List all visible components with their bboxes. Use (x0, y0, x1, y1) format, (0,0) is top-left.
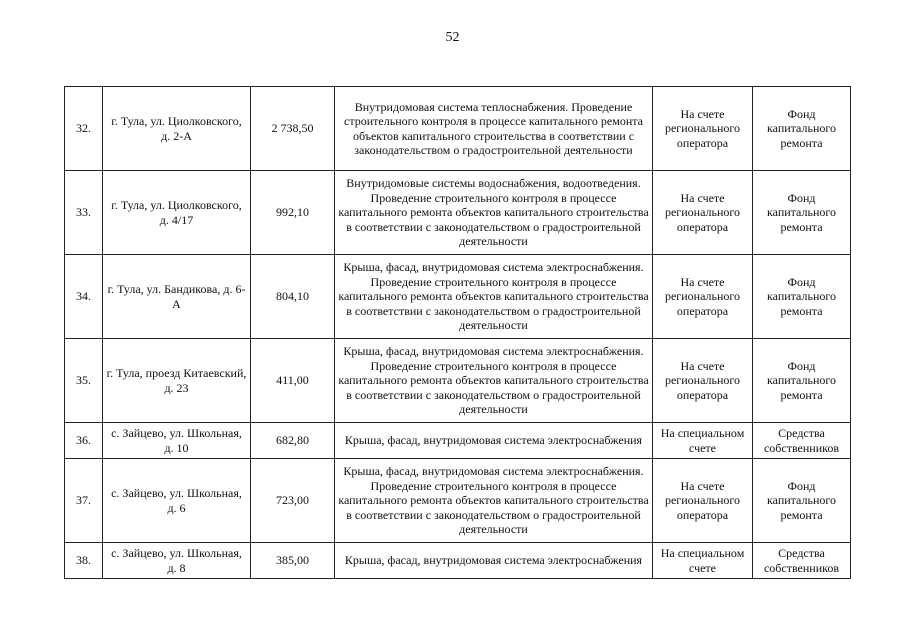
account-cell: На специальном счете (653, 423, 753, 459)
table-row (65, 255, 851, 339)
row-number: 37. (65, 459, 103, 543)
row-number: 33. (65, 171, 103, 255)
row-number: 32. (65, 87, 103, 171)
row-number: 35. (65, 339, 103, 423)
area-cell: 411,00 (251, 339, 335, 423)
address-cell: г. Тула, проезд Китаевский, д. 23 (103, 339, 251, 423)
row-number: 36. (65, 423, 103, 459)
page-number: 52 (445, 30, 460, 45)
works-cell: Крыша, фасад, внутридомовая система электроснабжения (335, 543, 653, 579)
funding-source-cell: Фонд капитального ремонта (753, 339, 851, 423)
area-cell: 804,10 (251, 255, 335, 339)
account-cell: На счете регионального оператора (653, 171, 753, 255)
area-cell: 682,80 (251, 423, 335, 459)
funding-source-cell: Средства собственников (753, 423, 851, 459)
funding-source-cell: Фонд капитального ремонта (753, 87, 851, 171)
funding-source-cell: Фонд капитального ремонта (753, 255, 851, 339)
address-cell: с. Зайцево, ул. Школьная, д. 6 (103, 459, 251, 543)
funding-source-cell: Фонд капитального ремонта (753, 171, 851, 255)
works-cell: Внутридомовые системы водоснабжения, водоотведения. Проведение строительного контроля в процессе капитального ремонта объектов капитального строительства в соответствии с законодательством о градостроительной деятельности (335, 171, 653, 255)
repair-works-table (64, 86, 851, 579)
address-cell: г. Тула, ул. Циолковского, д. 2-А (103, 87, 251, 171)
area-cell: 992,10 (251, 171, 335, 255)
works-cell: Крыша, фасад, внутридомовая система электроснабжения. Проведение строительного контроля в процессе капитального ремонта объектов капитального строительства в соответствии с законодательством о градостроительной деятельности (335, 459, 653, 543)
account-cell: На счете регионального оператора (653, 339, 753, 423)
table-row (65, 171, 851, 255)
area-cell: 2 738,50 (251, 87, 335, 171)
row-number: 34. (65, 255, 103, 339)
funding-source-cell: Средства собственников (753, 543, 851, 579)
account-cell: На счете регионального оператора (653, 87, 753, 171)
account-cell: На счете регионального оператора (653, 255, 753, 339)
address-cell: с. Зайцево, ул. Школьная, д. 8 (103, 543, 251, 579)
table-row (65, 87, 851, 171)
works-cell: Крыша, фасад, внутридомовая система электроснабжения. Проведение строительного контроля в процессе капитального ремонта объектов капитального строительства в соответствии с законодательством о градостроительной деятельности (335, 339, 653, 423)
table-row (65, 459, 851, 543)
works-cell: Крыша, фасад, внутридомовая система электроснабжения (335, 423, 653, 459)
area-cell: 723,00 (251, 459, 335, 543)
address-cell: с. Зайцево, ул. Школьная, д. 10 (103, 423, 251, 459)
area-cell: 385,00 (251, 543, 335, 579)
account-cell: На специальном счете (653, 543, 753, 579)
works-cell: Внутридомовая система теплоснабжения. Проведение строительного контроля в процессе капитального ремонта объектов капитального строительства в соответствии с законодательством о градостроительной деятельности (335, 87, 653, 171)
address-cell: г. Тула, ул. Бандикова, д. 6-А (103, 255, 251, 339)
account-cell: На счете регионального оператора (653, 459, 753, 543)
table-row (65, 423, 851, 459)
table-row (65, 543, 851, 579)
table-row (65, 339, 851, 423)
address-cell: г. Тула, ул. Циолковского, д. 4/17 (103, 171, 251, 255)
funding-source-cell: Фонд капитального ремонта (753, 459, 851, 543)
row-number: 38. (65, 543, 103, 579)
works-cell: Крыша, фасад, внутридомовая система электроснабжения. Проведение строительного контроля в процессе капитального ремонта объектов капитального строительства в соответствии с законодательством о градостроительной деятельности (335, 255, 653, 339)
